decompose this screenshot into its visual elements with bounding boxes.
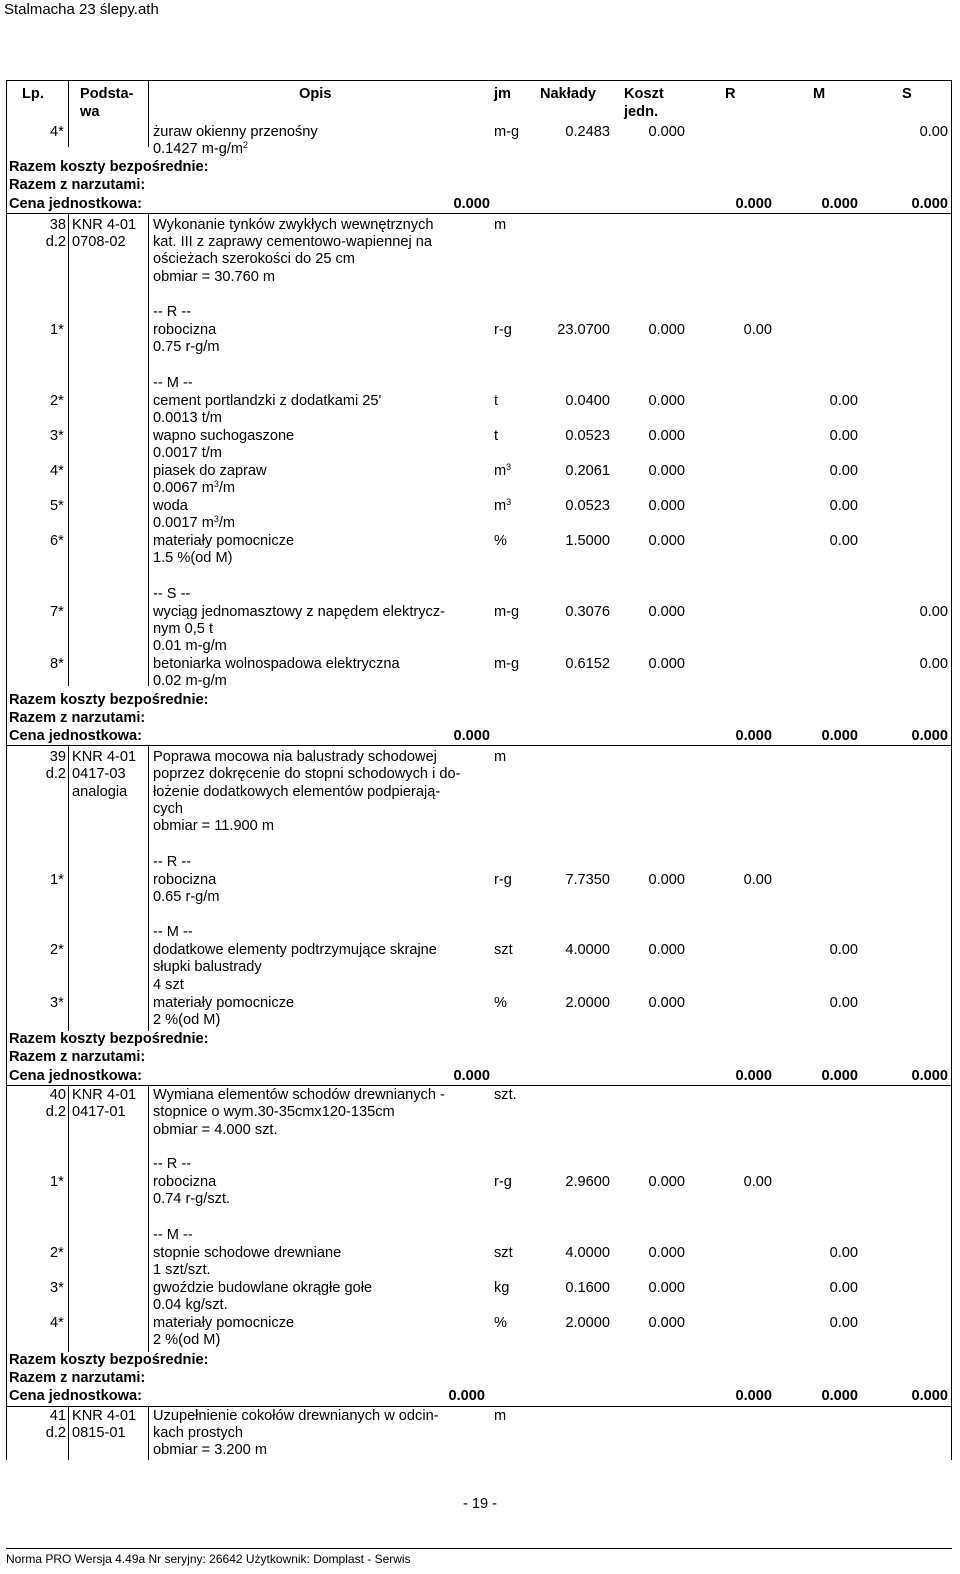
column-divider xyxy=(148,213,149,686)
column-divider xyxy=(68,213,69,686)
row-name: materiały pomocnicze xyxy=(153,995,295,1011)
row-r: 0.00 xyxy=(743,1174,772,1190)
row-naklady: 0.6152 xyxy=(565,656,610,672)
position-knr-code: 0708-02 xyxy=(72,234,126,250)
row-s: 0.00 xyxy=(919,656,948,672)
cena-jednostkowa-label: Cena jednostkowa: xyxy=(9,1068,142,1084)
position-subnumber: d.2 xyxy=(45,1104,66,1120)
position-number: 39 xyxy=(49,749,66,765)
column-divider xyxy=(148,1406,149,1460)
position-description: kat. III z zaprawy cementowo-wapiennej na xyxy=(153,234,433,250)
row-jm: szt xyxy=(494,1245,513,1261)
cena-koszt: 0.000 xyxy=(735,1068,772,1084)
row-naklady: 1.5000 xyxy=(565,533,610,549)
header-r: R xyxy=(725,86,736,102)
razem-koszty-label: Razem koszty bezpośrednie: xyxy=(9,1031,209,1047)
cena-value: 0.000 xyxy=(448,1388,485,1404)
row-koszt: 0.000 xyxy=(648,1245,685,1261)
cena-m: 0.000 xyxy=(911,1388,948,1404)
row-lp: 4* xyxy=(50,1315,64,1331)
row-r: 0.00 xyxy=(743,322,772,338)
row-lp: 2* xyxy=(50,942,64,958)
row-lp: 5* xyxy=(50,498,64,514)
position-knr-code: 0815-01 xyxy=(72,1425,126,1441)
row-m: 0.00 xyxy=(829,393,858,409)
position-knr-code: 0417-01 xyxy=(72,1104,126,1120)
row-koszt: 0.000 xyxy=(648,995,685,1011)
row-koszt: 0.000 xyxy=(648,1174,685,1190)
footer-software-info: Norma PRO Wersja 4.49a Nr seryjny: 26642 Użytkownik: Domplast - Serwis xyxy=(6,1552,411,1566)
row-norm: 0.0067 $m^3/m$ xyxy=(153,479,236,496)
row-name: materiały pomocnicze xyxy=(153,1315,295,1331)
cena-m: 0.000 xyxy=(911,196,948,212)
row-norm: 0.04 kg/szt. xyxy=(153,1297,228,1313)
row-lp: 7* xyxy=(50,604,64,620)
row-lp: 1* xyxy=(50,322,64,338)
cena-r: 0.000 xyxy=(821,728,858,744)
razem-narzutami-label: Razem z narzutami: xyxy=(9,177,146,193)
header-podstawa: Podsta- xyxy=(80,86,134,102)
row-jm: r-g xyxy=(494,322,512,338)
position-description: Wymiana elementów schodów drewnianych - xyxy=(153,1087,445,1103)
row-norm: 2 %(od M) xyxy=(153,1012,221,1028)
row-m: 0.00 xyxy=(829,1245,858,1261)
row-koszt: 0.000 xyxy=(648,604,685,620)
row-lp: 1* xyxy=(50,872,64,888)
row-koszt: 0.000 xyxy=(648,942,685,958)
row-koszt: 0.000 xyxy=(648,533,685,549)
position-obmiar: obmiar = 11.900 m xyxy=(153,818,275,834)
position-description: Uzupełnienie cokołów drewnianych w odcin- xyxy=(153,1408,439,1424)
row-name-cont: nym 0,5 t xyxy=(153,621,214,637)
row-name: wapno suchogaszone xyxy=(153,428,295,444)
row-name: dodatkowe elementy podtrzymujące skrajne xyxy=(153,942,437,958)
row-m: 0.00 xyxy=(829,942,858,958)
razem-narzutami-label: Razem z narzutami: xyxy=(9,1370,146,1386)
section-r-label: -- R -- xyxy=(153,1156,192,1172)
position-number: 40 xyxy=(49,1087,66,1103)
column-divider xyxy=(68,1085,69,1352)
row-koszt: 0.000 xyxy=(648,656,685,672)
header-podstawa-cont: wa xyxy=(80,104,100,120)
cena-r: 0.000 xyxy=(821,196,858,212)
row-name: materiały pomocnicze xyxy=(153,533,295,549)
row-naklady: 0.2061 xyxy=(565,463,610,479)
row-jm: $m^3$ xyxy=(494,497,512,514)
footer-divider xyxy=(6,1548,952,1549)
position-number: 41 xyxy=(49,1408,66,1424)
row-lp: 1* xyxy=(50,1174,64,1190)
row-jm: t xyxy=(494,393,499,409)
row-lp: 2* xyxy=(50,1245,64,1261)
item-koszt: 0.000 xyxy=(648,124,685,140)
document-title: Stalmacha 23 ślepy.ath xyxy=(4,1,159,18)
cena-m: 0.000 xyxy=(911,728,948,744)
row-koszt: 0.000 xyxy=(648,322,685,338)
cena-koszt: 0.000 xyxy=(735,728,772,744)
position-number: 38 xyxy=(49,217,66,233)
position-knr-note: analogia xyxy=(72,784,128,800)
header-naklady: Nakłady xyxy=(540,86,596,102)
row-name: robocizna xyxy=(153,872,217,888)
position-knr: KNR 4-01 xyxy=(72,749,137,765)
column-divider xyxy=(68,80,69,147)
row-jm: kg xyxy=(494,1280,510,1296)
row-norm: 0.65 r-g/m xyxy=(153,889,220,905)
razem-koszty-label: Razem koszty bezpośrednie: xyxy=(9,1352,209,1368)
row-jm: % xyxy=(494,1315,507,1331)
row-norm: 1 szt/szt. xyxy=(153,1262,211,1278)
column-divider xyxy=(68,745,69,1031)
row-name: woda xyxy=(153,498,188,514)
row-norm: 0.0017 $m^3/m$ xyxy=(153,514,236,531)
position-obmiar: obmiar = 30.760 m xyxy=(153,269,276,285)
row-norm: 1.5 %(od M) xyxy=(153,550,233,566)
row-m: 0.00 xyxy=(829,1315,858,1331)
row-koszt: 0.000 xyxy=(648,393,685,409)
position-description: kach prostych xyxy=(153,1425,244,1441)
row-norm: 0.75 r-g/m xyxy=(153,339,220,355)
row-naklady: 4.0000 xyxy=(565,1245,610,1261)
column-divider xyxy=(68,1406,69,1460)
razem-koszty-label: Razem koszty bezpośrednie: xyxy=(9,692,209,708)
row-m: 0.00 xyxy=(829,995,858,1011)
item-s: 0.00 xyxy=(919,124,948,140)
row-name: gwoździe budowlane okrągłe gołe xyxy=(153,1280,373,1296)
table-right-border xyxy=(951,80,952,1460)
position-knr: KNR 4-01 xyxy=(72,1087,137,1103)
cena-value: 0.000 xyxy=(453,728,490,744)
row-naklady: 0.3076 xyxy=(565,604,610,620)
row-name: robocizna xyxy=(153,1174,217,1190)
row-koszt: 0.000 xyxy=(648,428,685,444)
header-jm: jm xyxy=(494,86,512,102)
header-s: S xyxy=(902,86,912,102)
item-lp: 4* xyxy=(50,124,64,140)
row-naklady: 0.0523 xyxy=(565,428,610,444)
row-m: 0.00 xyxy=(829,498,858,514)
section-s-label: -- S -- xyxy=(153,586,191,602)
position-jm: m xyxy=(494,217,507,233)
row-koszt: 0.000 xyxy=(648,1315,685,1331)
row-norm: 0.0017 t/m xyxy=(153,445,222,461)
section-m-label: -- M -- xyxy=(153,924,193,940)
header-m: M xyxy=(813,86,826,102)
row-name: stopnie schodowe drewniane xyxy=(153,1245,342,1261)
row-norm: 0.02 m-g/m xyxy=(153,673,227,689)
row-m: 0.00 xyxy=(829,1280,858,1296)
position-description: poprzez dokręcenie do stopni schodowych i do- xyxy=(153,766,461,782)
position-description: cych xyxy=(153,801,184,817)
row-lp: 3* xyxy=(50,995,64,1011)
row-name: betoniarka wolnospadowa elektryczna xyxy=(153,656,400,672)
cena-koszt: 0.000 xyxy=(735,196,772,212)
position-jm: m xyxy=(494,749,507,765)
position-description: łożenie dodatkowych elementów podpierają- xyxy=(153,784,441,800)
position-jm: szt. xyxy=(494,1087,517,1103)
row-name: robocizna xyxy=(153,322,217,338)
row-jm: r-g xyxy=(494,872,512,888)
position-description: Wykonanie tynków zwykłych wewnętrznych xyxy=(153,217,434,233)
row-jm: $m^3$ xyxy=(494,462,512,479)
row-naklady: 2.9600 xyxy=(565,1174,610,1190)
row-m: 0.00 xyxy=(829,533,858,549)
row-jm: t xyxy=(494,428,499,444)
item-name: żuraw okienny przenośny xyxy=(153,124,318,140)
column-divider xyxy=(148,80,149,147)
cena-value: 0.000 xyxy=(453,1068,490,1084)
cena-jednostkowa-label: Cena jednostkowa: xyxy=(9,196,142,212)
position-knr-code: 0417-03 xyxy=(72,766,126,782)
cena-jednostkowa-label: Cena jednostkowa: xyxy=(9,1388,142,1404)
position-description: stopnice o wym.30-35cmx120-135cm xyxy=(153,1104,395,1120)
row-jm: m-g xyxy=(494,656,520,672)
row-koszt: 0.000 xyxy=(648,1280,685,1296)
row-naklady: 0.0400 xyxy=(565,393,610,409)
section-r-label: -- R -- xyxy=(153,854,192,870)
table-left-border xyxy=(6,80,7,1460)
row-koszt: 0.000 xyxy=(648,872,685,888)
position-obmiar: obmiar = 4.000 szt. xyxy=(153,1122,278,1138)
section-m-label: -- M -- xyxy=(153,1227,193,1243)
column-divider xyxy=(148,1085,149,1352)
row-lp: 8* xyxy=(50,656,64,672)
position-knr: KNR 4-01 xyxy=(72,217,137,233)
cena-value: 0.000 xyxy=(453,196,490,212)
row-name-cont: słupki balustrady xyxy=(153,959,262,975)
item-jm: m-g xyxy=(494,124,520,140)
row-koszt: 0.000 xyxy=(648,463,685,479)
row-norm: 0.0013 t/m xyxy=(153,410,222,426)
razem-narzutami-label: Razem z narzutami: xyxy=(9,1049,146,1065)
razem-koszty-label: Razem koszty bezpośrednie: xyxy=(9,159,209,175)
row-naklady: 4.0000 xyxy=(565,942,610,958)
header-lp: Lp. xyxy=(22,86,44,102)
row-naklady: 0.0523 xyxy=(565,498,610,514)
cena-r: 0.000 xyxy=(821,1388,858,1404)
row-norm: 2 %(od M) xyxy=(153,1332,221,1348)
position-subnumber: d.2 xyxy=(45,766,66,782)
row-name: piasek do zapraw xyxy=(153,463,267,479)
row-jm: r-g xyxy=(494,1174,512,1190)
header-koszt-cont: jedn. xyxy=(624,104,659,120)
section-m-label: -- M -- xyxy=(153,375,193,391)
row-naklady: 0.1600 xyxy=(565,1280,610,1296)
position-subnumber: d.2 xyxy=(45,234,66,250)
row-lp: 4* xyxy=(50,463,64,479)
position-knr: KNR 4-01 xyxy=(72,1408,137,1424)
row-jm: szt xyxy=(494,942,513,958)
row-lp: 2* xyxy=(50,393,64,409)
row-m: 0.00 xyxy=(829,428,858,444)
row-lp: 3* xyxy=(50,1280,64,1296)
row-m: 0.00 xyxy=(829,463,858,479)
item-norm: 0.1427 $m-g/m^2$ xyxy=(153,140,249,157)
page-number: - 19 - xyxy=(462,1496,498,1512)
position-description: ościeżach szerokości do 25 cm xyxy=(153,251,355,267)
cena-koszt: 0.000 xyxy=(735,1388,772,1404)
row-norm: 0.01 m-g/m xyxy=(153,638,227,654)
row-naklady: 7.7350 xyxy=(565,872,610,888)
row-jm: % xyxy=(494,995,507,1011)
section-r-label: -- R -- xyxy=(153,304,192,320)
row-jm: % xyxy=(494,533,507,549)
position-description: Poprawa mocowa nia balustrady schodowej xyxy=(153,749,437,765)
razem-narzutami-label: Razem z narzutami: xyxy=(9,710,146,726)
row-norm: 0.74 r-g/szt. xyxy=(153,1191,231,1207)
position-jm: m xyxy=(494,1408,507,1424)
row-lp: 6* xyxy=(50,533,64,549)
item-naklady: 0.2483 xyxy=(565,124,610,140)
row-naklady: 23.0700 xyxy=(557,322,610,338)
row-name: wyciąg jednomasztowy z napędem elektrycz- xyxy=(153,604,445,620)
cena-jednostkowa-label: Cena jednostkowa: xyxy=(9,728,142,744)
header-opis: Opis xyxy=(299,86,332,102)
row-lp: 3* xyxy=(50,428,64,444)
position-subnumber: d.2 xyxy=(45,1425,66,1441)
position-obmiar: obmiar = 3.200 m xyxy=(153,1442,267,1458)
row-norm: 4 szt xyxy=(153,977,184,993)
row-name: cement portlandzki z dodatkami 25' xyxy=(153,393,382,409)
row-naklady: 2.0000 xyxy=(565,995,610,1011)
row-s: 0.00 xyxy=(919,604,948,620)
cena-m: 0.000 xyxy=(911,1068,948,1084)
row-koszt: 0.000 xyxy=(648,498,685,514)
header-koszt: Koszt xyxy=(624,86,664,102)
row-jm: m-g xyxy=(494,604,520,620)
column-divider xyxy=(148,745,149,1031)
cena-r: 0.000 xyxy=(821,1068,858,1084)
row-naklady: 2.0000 xyxy=(565,1315,610,1331)
row-r: 0.00 xyxy=(743,872,772,888)
